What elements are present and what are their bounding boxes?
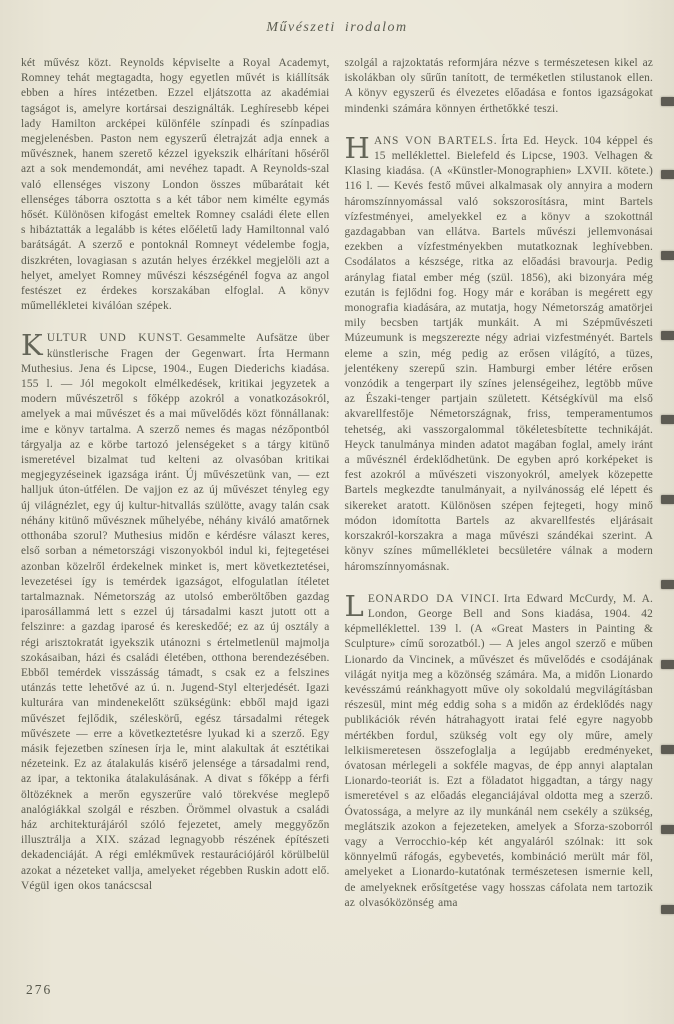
left-column [21,56,330,924]
section-hans-von-bartels [344,130,654,575]
scan-edge-mark [661,97,674,106]
scan-edge-mark [661,825,674,834]
section-title: EONARDO DA VINCI. [367,592,500,605]
scan-edge-mark [661,331,674,340]
scan-edge-mark [661,495,674,504]
section-kultur-und-kunst [21,328,330,894]
running-head-title: Művészeti irodalom [266,20,408,35]
scan-edge-mark [661,170,674,179]
paragraph-kultur-continuation [345,56,654,117]
section-title: ULTUR UND KUNST. [46,332,184,345]
dropcap-initial-h: H [344,130,370,165]
section-body: Gesammelte Aufsätze über künstlerische Fragen der Gegenwart. Írta Hermann Muthesius. Jena és Lipcse, 1904., Eugen Diederichs kiadása. 155 l. — Jól megokolt elmélkedések, kritikai jegyzetek a modern művészetről s főképp azokról a vonatkozásokról, amelyek a mai művészet és a mai művelődés közt fönnállanak: ime e könyv tartalma. A szerző nemes és magas nézőpontból tárgyalja az e körbe tartozó jelenségeket s a tárgy kitünő ismeretével bizalmat tud kelteni az olvasóban kritikai megjegyzéseinek igazsága iránt. Új művészetünk van, — ezt halljuk úton-útfélen. De vajjon ez az új művészet tényleg egy új világnézlet, egy új kultur-hitvallás szülötte, avagy talán csak néhány kitünő művésznek műhelyébe, néhány kiváló amatőrnek otthonába szorul? Muthesius midőn e kérdésre választ keres, első sorban a németországi viszonyokból indul ki, fejtegetései azonban közelről érdekelnek minket is, mert következtetései, levezetései így is temérdek igazságot, elfogulatlan ítéletet tartalmaznak. Németország az utolsó emberöltőben gazdag iparosállammá lett s ezzel új társadalmi kaszt jutott ott a felszinre: a gazdag iparosé és kereskedőé; ez az új osztály a régi arisztokratát igyekszik utánozni s értelmetlenül majmolja szokásaiban, házi és családi életében, otthona berendezésében. Ebből temérdek visszásság támadt, s csak ez a felszines utánzás tette lehetővé az ú. n. Jugend-Styl elterjedését. Igazi kulturára van mindenekelőtt szükségünk: ebből majd igazi művészet fejlődik, széleskörű, egész társadalmi rétegek művészete — erre a következtetésre lyukad ki a szerző. Egy másik fejezetben színesen írja le, mint alakultak át esztétikai nézeteink. Ez az átalakulás kisérő jelensége a társadalmi rend, az ipar, a tektonika átalakulásának. A divat s főképp a férfi öltözéknek a merőn egyszerűre való törekvése meglepő analógiákkal szolgál e részben. Örömmel olvastuk a családi ház architekturájáról szóló fejezetet, amely meggyőzőn illusztrálja a XIX. század legnagyobb részének építészeti dekadenciáját. A régi emlékművek restaurációjáról körülbelül azokat a nézeteket vallja, amelyeket régebben Ruskin adott elő. Végül igen okos tanácscsal [21,332,330,892]
paragraph-text: szolgál a rajzoktatás reformjára nézve s természetesen kikel az iskolákban oly sűrűn tanított, de terméketlen stilustanok ellen. A könyv egyszerű és élvezetes előadása e fontos igazságokat mindenki számára könnyen érthetőkké teszi. [344,57,653,115]
section-body: Irta Edward McCurdy, M. A. London, George Bell and Sons kiadása, 1904. 42 képmelléklettel. 139 l. (A «Great Masters in Painting & Sculpture» című sorozatból.) — A jeles angol szerző e műben Lionardo da Vincinek, a művészet és művelődés e csodájának világát nyitja meg a közönség számára. Ma, a midőn Lionardo kevésszámú reánkhagyott műve oly sokoldalú megvilágításban részesül, mint még eddig soha s a midőn az érdeklődés nagy publikációk révén hátrahagyott iratai felé egyre nagyobb mértékben fordul, szükség volt egy oly műre, amely lelkiismeretesen összefoglalja a legújabb eredményeket, óvatosan mérlegeli a sokféle magvas, de épp annyi alaptalan Lionardo-teoriát is. Ezt a föladatot higgadtan, a tárgy nagy ismeretével s az előadás eleganciájával oldotta meg a szerző. Óvatossága, a melyre az ily munkánál nem csekély a szükség, meglátszik azokon a fejezeteken, amelyek a Sforza-szoborról vagy a Verrocchio-kép két angyaláról szólnak: itt sok könnyelmű ráfogás, egybevetés, kombináció merült már föl, amelyeket a Lionardo-kutatónak természetesen ismernie kell, de amelyeknek erősítgetése vagy hosszas cáfolata nem tartozik az olvasóközönség ama [344,592,653,909]
scan-edge-mark [661,905,674,914]
dropcap-initial-l: L [344,588,364,623]
scan-edge-mark [661,580,674,589]
paragraph-text: két művész közt. Reynolds képviselte a Royal Academyt, Romney tehát megtagadta, hogy egyetlen művét is kiállítsák ebben a híres intézetben. Ezzel eljátszotta az akadémiai tagságot is, amelyre kortársai deszignálták. Leghíresebb képei lady Hamilton arcképei különféle színpadi és színpadias megjelenésben. Paston nem egyszerű életrajzát adja ennek a művésznek, hanem szerető kézzel igyekszik elhárítani hőséről azt a sok mendemondát, ami nevéhez tapadt. A Reynolds-szal való ellenséges viszony London összes műbarátait két ellenséges táborra osztotta s a két tábor nem kimélte egymás hősét. Különösen kifogást emeltek Romney családi élete ellen s hibáztatták a legalább is kétes előéletű lady Hamiltonnal való barátságát. A szerző e pontoknál Romneyt védelembe fogja, diszkréten, lovagiasan s azután helyes érzékkel megjelöli azt a helyet, amelyet Romney művészi készségénél fogva az angol festészet ez érdekes korszakában elfoglal. A könyv műmellékletei kiválóan szépek. [21,57,330,313]
right-column [345,56,654,924]
page-number: 276 [26,982,53,997]
dropcap-initial-k: K [21,328,43,363]
scan-edge-mark [661,745,674,754]
scan-edge-mark [661,660,674,669]
section-leonardo-da-vinci [344,588,654,911]
section-title: ANS VON BARTELS. [373,134,498,147]
paragraph-romney-continuation [21,56,330,314]
scan-edge-mark [661,251,674,260]
section-body: Írta Ed. Heyck. 104 képpel és 15 melléklettel. Bielefeld és Lipcse, 1903. Velhagen & Klasing kiadása. (A «Künstler-Monographien» LXVII. kötete.) 116 l. — Kevés festő művei alkalmasak oly annyira a modern háromszínnyomással való sokszorosításra, mint Bartels vízfestményei, amelyekkel ez a könyv a szokottnál gazdagabban van ellátva. Bartels művészi jellemvonásai ezekben a vízfestményekben mutatkoznak leghívebben. Csodálatos a készsége, ritka az előadási bravourja. Pedig aránylag fiatal ember még (szül. 1856), aki bizonyára még ezután is fejlődni fog. Hogy már e korában is megérett egy monografia kiadására, az mutatja, hogy Németország amatörjei mily becsben tartják munkáit. A mi Szépművészeti Múzeumunk is megszerezte négy adriai vizfestményét. Bartels eleme a szin, még pedig az erősen világító, a tüzes, jelentékeny szerepű szin. Hamburgi ember létére erősen vonzódik a tengerpart ily színes jelenségeihez, legtöbb műve az Északi-tenger partjain született. Kétségkívül ma első akvarellfestője Németországnak, friss, temperamentumos tehetség, aki vasszorgalommal tökéletesbítette technikáját. Heyck tanulmánya minden adatot magában foglal, amely iránt a művésznél érdeklődhetünk. De egyben apró korképeket is fest azokról a művészeti viszonyokról, amelyek közepette Bartels megkezdte tanulmányait, a nyilvánosság elé lépett és sikereket aratott. Különösen szépen fejtegeti, hogy minő módon idomította Bartels az akvarellfestés eljárásait korszakról-korszakra a maga művészi szándékai szerint. A könyv színes műmellékletei becsületére válnak a modern háromszínnyomásnak. [344,134,653,573]
scan-edge-mark [661,415,674,424]
text-columns [0,56,674,924]
